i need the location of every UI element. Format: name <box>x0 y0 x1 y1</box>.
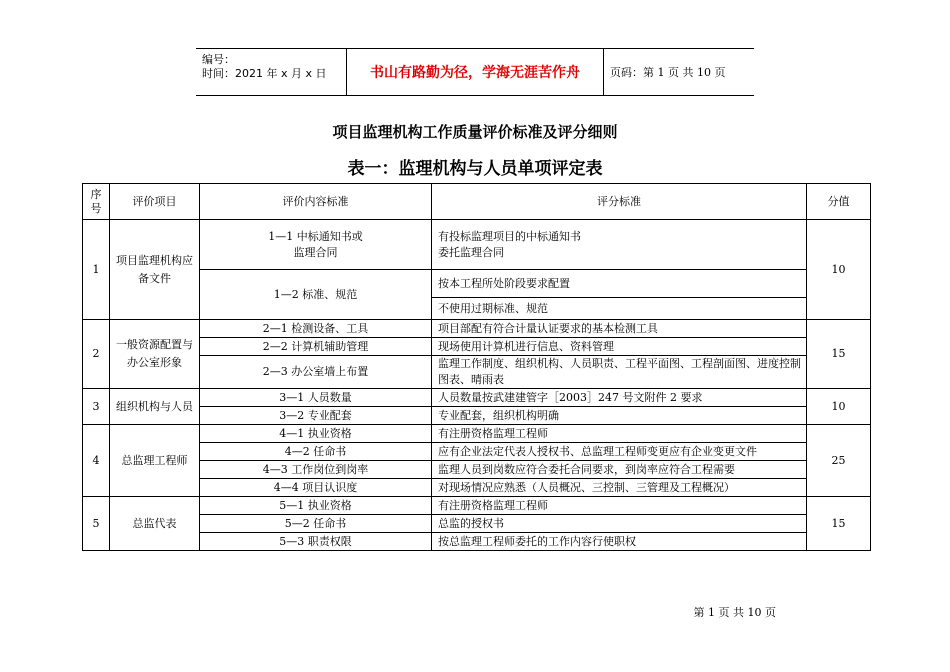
table-header-row <box>83 184 871 220</box>
page-footer: 第 1 页 共 10 页 <box>693 606 776 619</box>
score-cell: 25 <box>807 425 871 497</box>
table-row <box>83 497 871 515</box>
table-row <box>83 270 871 298</box>
content-cell: 2—3 办公室墙上布置 <box>200 356 432 389</box>
table-row <box>83 220 871 270</box>
header-score: 分值 <box>807 184 871 220</box>
content-cell: 4—3 工作岗位到岗率 <box>200 461 432 479</box>
criteria-cell: 总监的授权书 <box>432 515 807 533</box>
content-cell: 4—2 任命书 <box>200 443 432 461</box>
content-cell: 1—1 中标通知书或 监理合同 <box>200 220 432 270</box>
time-label: 时间：2021 年 x 月 x 日 <box>202 67 327 80</box>
seq-cell: 2 <box>83 320 110 389</box>
criteria-cell: 人员数量按武建建管字［2003］247 号文附件 2 要求 <box>432 389 807 407</box>
serial-label: 编号： <box>202 53 235 66</box>
criteria-cell: 不使用过期标准、规范 <box>432 298 807 320</box>
criteria-cell: 项目部配有符合计量认证要求的基本检测工具 <box>432 320 807 338</box>
table-row <box>83 320 871 338</box>
seq-cell: 1 <box>83 220 110 320</box>
item-cell: 一般资源配置与办公室形象 <box>110 320 200 389</box>
criteria-cell: 按本工程所处阶段要求配置 <box>432 270 807 298</box>
content-cell: 4—4 项目认识度 <box>200 479 432 497</box>
header-item: 评价项目 <box>110 184 200 220</box>
content-cell: 4—1 执业资格 <box>200 425 432 443</box>
table-title: 表一：监理机构与人员单项评定表 <box>347 159 603 179</box>
table-row <box>83 407 871 425</box>
page-title: 项目监理机构工作质量评价标准及评分细则 <box>332 123 618 141</box>
table-row <box>83 461 871 479</box>
score-cell: 15 <box>807 320 871 389</box>
criteria-cell: 有注册资格监理工程师 <box>432 497 807 515</box>
header-seq: 序号 <box>83 184 110 220</box>
criteria-cell: 监理工作制度、组织机构、人员职责、工程平面图、工程剖面图、进度控制图表、晴雨表 <box>432 356 807 389</box>
table-row <box>83 443 871 461</box>
score-cell: 10 <box>807 220 871 320</box>
criteria-cell: 现场使用计算机进行信息、资料管理 <box>432 338 807 356</box>
item-cell: 总监代表 <box>110 497 200 551</box>
criteria-cell: 对现场情况应熟悉（人员概况、三控制、三管理及工程概况） <box>432 479 807 497</box>
table-row <box>83 533 871 551</box>
table-body <box>83 220 871 551</box>
criteria-cell: 专业配套，组织机构明确 <box>432 407 807 425</box>
content-cell: 5—1 执业资格 <box>200 497 432 515</box>
header-meta <box>196 49 346 95</box>
content-cell: 5—2 任命书 <box>200 515 432 533</box>
table-row <box>83 338 871 356</box>
score-cell: 10 <box>807 389 871 425</box>
criteria-cell: 按总监理工程师委托的工作内容行使职权 <box>432 533 807 551</box>
document-header <box>196 48 754 96</box>
content-cell: 5—3 职责权限 <box>200 533 432 551</box>
item-cell: 项目监理机构应备文件 <box>110 220 200 320</box>
table-row <box>83 356 871 389</box>
seq-cell: 4 <box>83 425 110 497</box>
item-cell: 总监理工程师 <box>110 425 200 497</box>
criteria-cell: 有投标监理项目的中标通知书 委托监理合同 <box>432 220 807 270</box>
content-cell: 1—2 标准、规范 <box>200 270 432 320</box>
evaluation-table <box>82 183 871 551</box>
criteria-cell: 监理人员到岗数应符合委托合同要求，到岗率应符合工程需要 <box>432 461 807 479</box>
content-cell: 2—2 计算机辅助管理 <box>200 338 432 356</box>
header-content: 评价内容标准 <box>200 184 432 220</box>
criteria-cell: 应有企业法定代表人授权书、总监理工程师变更应有企业变更文件 <box>432 443 807 461</box>
table-row <box>83 389 871 407</box>
content-cell: 3—1 人员数量 <box>200 389 432 407</box>
item-cell: 组织机构与人员 <box>110 389 200 425</box>
seq-cell: 5 <box>83 497 110 551</box>
content-cell: 2—1 检测设备、工具 <box>200 320 432 338</box>
content-cell: 3—2 专业配套 <box>200 407 432 425</box>
criteria-cell: 有注册资格监理工程师 <box>432 425 807 443</box>
table-row <box>83 479 871 497</box>
page-info: 页码：第 1 页 共 10 页 <box>610 66 726 79</box>
table-row <box>83 515 871 533</box>
header-criteria: 评分标准 <box>432 184 807 220</box>
motto: 书山有路勤为径，学海无涯苦作舟 <box>346 49 604 95</box>
table-row <box>83 425 871 443</box>
seq-cell: 3 <box>83 389 110 425</box>
score-cell: 15 <box>807 497 871 551</box>
